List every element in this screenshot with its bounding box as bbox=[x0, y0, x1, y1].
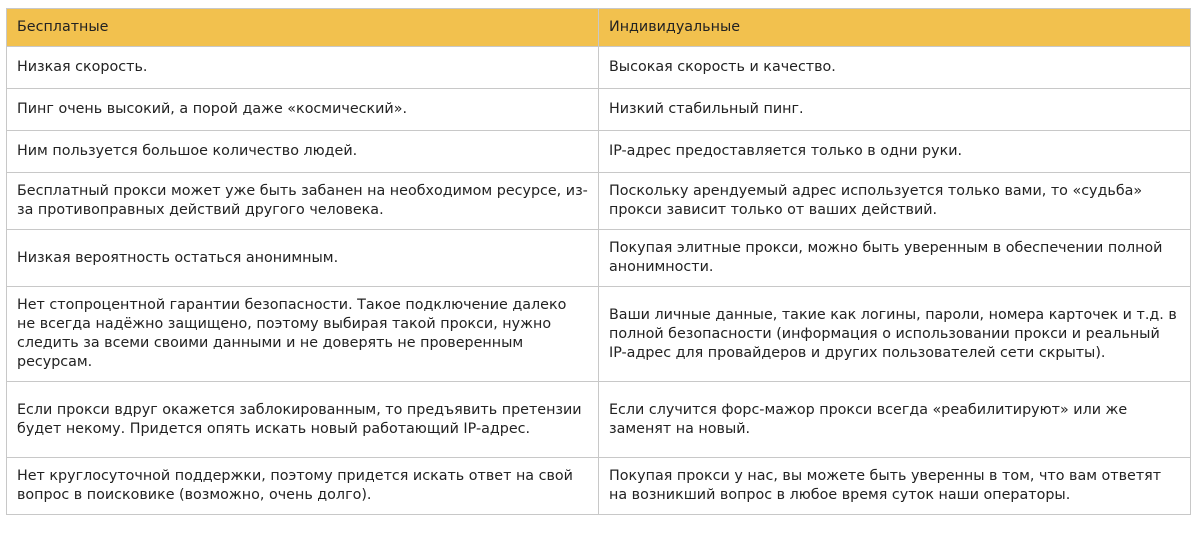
cell-free: Нет круглосуточной поддержки, поэтому придется искать ответ на свой вопрос в поисковике (возможно, очень долго). bbox=[7, 458, 599, 515]
comparison-table-container bbox=[6, 8, 1190, 515]
table-body bbox=[7, 47, 1191, 515]
header-individual: Индивидуальные bbox=[599, 9, 1191, 47]
table-row bbox=[7, 173, 1191, 230]
table-row bbox=[7, 47, 1191, 89]
cell-individual: Поскольку арендуемый адрес используется только вами, то «судьба» прокси зависит только от ваших действий. bbox=[599, 173, 1191, 230]
table-row bbox=[7, 131, 1191, 173]
cell-individual: Если случится форс-мажор прокси всегда «реабилитируют» или же заменят на новый. bbox=[599, 382, 1191, 458]
cell-free: Нет стопроцентной гарантии безопасности. Такое подключение далеко не всегда надёжно защищено, поэтому выбирая такой прокси, нужно следить за всеми своими данными и не доверять не проверенным ресурсам. bbox=[7, 287, 599, 382]
cell-individual: IP-адрес предоставляется только в одни руки. bbox=[599, 131, 1191, 173]
cell-individual: Низкий стабильный пинг. bbox=[599, 89, 1191, 131]
table-row bbox=[7, 287, 1191, 382]
cell-individual: Высокая скорость и качество. bbox=[599, 47, 1191, 89]
cell-individual: Покупая прокси у нас, вы можете быть уверенны в том, что вам ответят на возникший вопрос в любое время суток наши операторы. bbox=[599, 458, 1191, 515]
table-row bbox=[7, 230, 1191, 287]
table-row bbox=[7, 89, 1191, 131]
table-row bbox=[7, 458, 1191, 515]
cell-free: Ним пользуется большое количество людей. bbox=[7, 131, 599, 173]
cell-free: Если прокси вдруг окажется заблокированным, то предъявить претензии будет некому. Придется опять искать новый работающий IP-адрес. bbox=[7, 382, 599, 458]
comparison-table bbox=[6, 8, 1191, 515]
table-row bbox=[7, 382, 1191, 458]
table-header bbox=[7, 9, 1191, 47]
cell-free: Пинг очень высокий, а порой даже «космический». bbox=[7, 89, 599, 131]
cell-individual: Покупая элитные прокси, можно быть уверенным в обеспечении полной анонимности. bbox=[599, 230, 1191, 287]
header-free: Бесплатные bbox=[7, 9, 599, 47]
cell-free: Бесплатный прокси может уже быть забанен на необходимом ресурсе, из-за противоправных действий другого человека. bbox=[7, 173, 599, 230]
cell-free: Низкая скорость. bbox=[7, 47, 599, 89]
cell-free: Низкая вероятность остаться анонимным. bbox=[7, 230, 599, 287]
header-row bbox=[7, 9, 1191, 47]
cell-individual: Ваши личные данные, такие как логины, пароли, номера карточек и т.д. в полной безопасности (информация о использовании прокси и реальный IP-адрес для провайдеров и других пользователей сети скрыты). bbox=[599, 287, 1191, 382]
